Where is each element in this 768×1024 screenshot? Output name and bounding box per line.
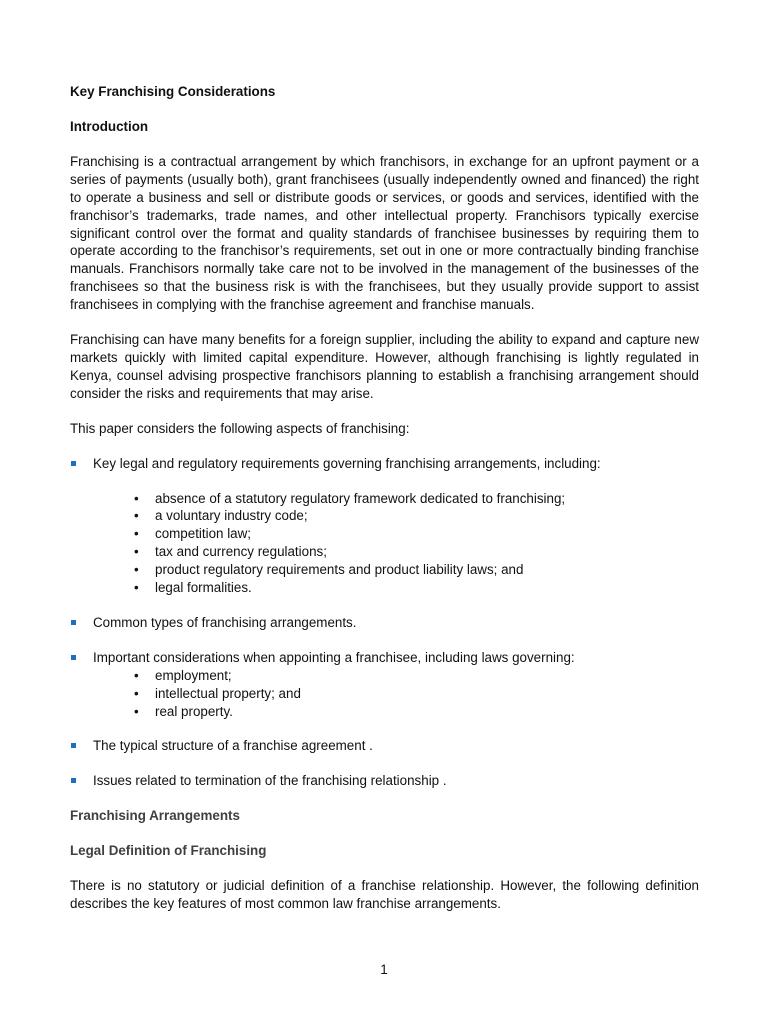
dot-bullet-icon: •: [134, 580, 139, 596]
aspect-item-text: Common types of franchising arrangements.: [93, 614, 357, 630]
sub-item-text: tax and currency regulations;: [155, 544, 327, 560]
legal-requirements-sublist: [93, 490, 699, 597]
paragraph-legal-definition: There is no statutory or judicial definition of a franchise relationship. However, the following definition describes the key features of most common law franchise arrangements.: [70, 878, 699, 911]
sub-item: [131, 543, 699, 561]
page-number: 1: [380, 962, 388, 977]
dot-bullet-icon: •: [134, 685, 139, 701]
section-heading-franchising-arrangements: Franchising Arrangements: [70, 808, 240, 824]
paragraph-definition: Franchising is a contractual arrangement by which franchisors, in exchange for an upfront payment or a series of payments (usually both), grant franchisees (usually independently owned and financed) the right to operate a business and sell or distribute goods or services, or goods and services, identified with the franchisor’s trademarks, trade names, and other intellectual property. Franchisors typically exercise significant control over the format and quality standards of franchisee businesses by requiring them to operate according to the franchisor’s requirements, set out in one or more contractually binding franchise manuals. Franchisors normally take care not to be involved in the management of the businesses of the franchisees so that the business risk is with the franchisees, but they usually provide support to assist franchisees in complying with the franchise agreement and franchise manuals.: [70, 153, 699, 313]
square-bullet-icon: [71, 655, 76, 660]
paragraph-benefits: Franchising can have many benefits for a foreign supplier, including the ability to expand and capture new markets quickly with limited capital expenditure. However, although franchising is lightly regulated in Kenya, counsel advising prospective franchisors planning to establish a franchising arrangement should consider the risks and requirements that may arise.: [70, 332, 699, 401]
document-page: [70, 83, 699, 913]
dot-bullet-icon: •: [134, 544, 139, 560]
aspect-item-agreement-structure: [70, 737, 699, 755]
sub-item-text: absence of a statutory regulatory framework dedicated to franchising;: [155, 490, 566, 506]
paragraph-aspects-intro: This paper considers the following aspects of franchising:: [70, 420, 410, 436]
aspect-item-termination: [70, 772, 699, 790]
appointing-franchisee-sublist: [93, 667, 699, 721]
sub-item-text: real property.: [155, 703, 233, 719]
square-bullet-icon: [71, 461, 76, 466]
aspects-list: [70, 455, 699, 791]
sub-item-text: competition law;: [155, 526, 252, 542]
sub-item-text: legal formalities.: [155, 580, 252, 596]
square-bullet-icon: [71, 620, 76, 625]
document-title: Key Franchising Considerations: [70, 84, 276, 99]
sub-item: [131, 525, 699, 543]
sub-item: [131, 667, 699, 685]
aspect-item-text: Issues related to termination of the franchising relationship .: [93, 773, 447, 789]
subsection-heading-legal-definition: Legal Definition of Franchising: [70, 843, 267, 859]
sub-item-text: product regulatory requirements and product liability laws; and: [155, 562, 524, 578]
square-bullet-icon: [71, 743, 76, 748]
dot-bullet-icon: •: [134, 490, 139, 506]
sub-item-text: intellectual property; and: [155, 685, 301, 701]
aspect-item-legal-requirements: [70, 455, 699, 597]
sub-item: [131, 490, 699, 508]
aspect-item-arrangement-types: [70, 614, 699, 632]
introduction-heading: Introduction: [70, 119, 149, 134]
dot-bullet-icon: •: [134, 703, 139, 719]
square-bullet-icon: [71, 778, 76, 783]
aspect-item-text: The typical structure of a franchise agreement .: [93, 738, 373, 754]
sub-item-text: employment;: [155, 667, 232, 683]
sub-item-text: a voluntary industry code;: [155, 508, 308, 524]
aspect-item-text: Key legal and regulatory requirements governing franchising arrangements, including:: [93, 455, 601, 471]
aspect-item-text: Important considerations when appointing a franchisee, including laws governing:: [93, 649, 575, 665]
aspect-item-appointing-franchisee: [70, 649, 699, 721]
sub-item: [131, 507, 699, 525]
dot-bullet-icon: •: [134, 526, 139, 542]
sub-item: [131, 703, 699, 721]
dot-bullet-icon: •: [134, 667, 139, 683]
sub-item: [131, 685, 699, 703]
sub-item: [131, 561, 699, 579]
sub-item: [131, 579, 699, 597]
dot-bullet-icon: •: [134, 508, 139, 524]
dot-bullet-icon: •: [134, 562, 139, 578]
